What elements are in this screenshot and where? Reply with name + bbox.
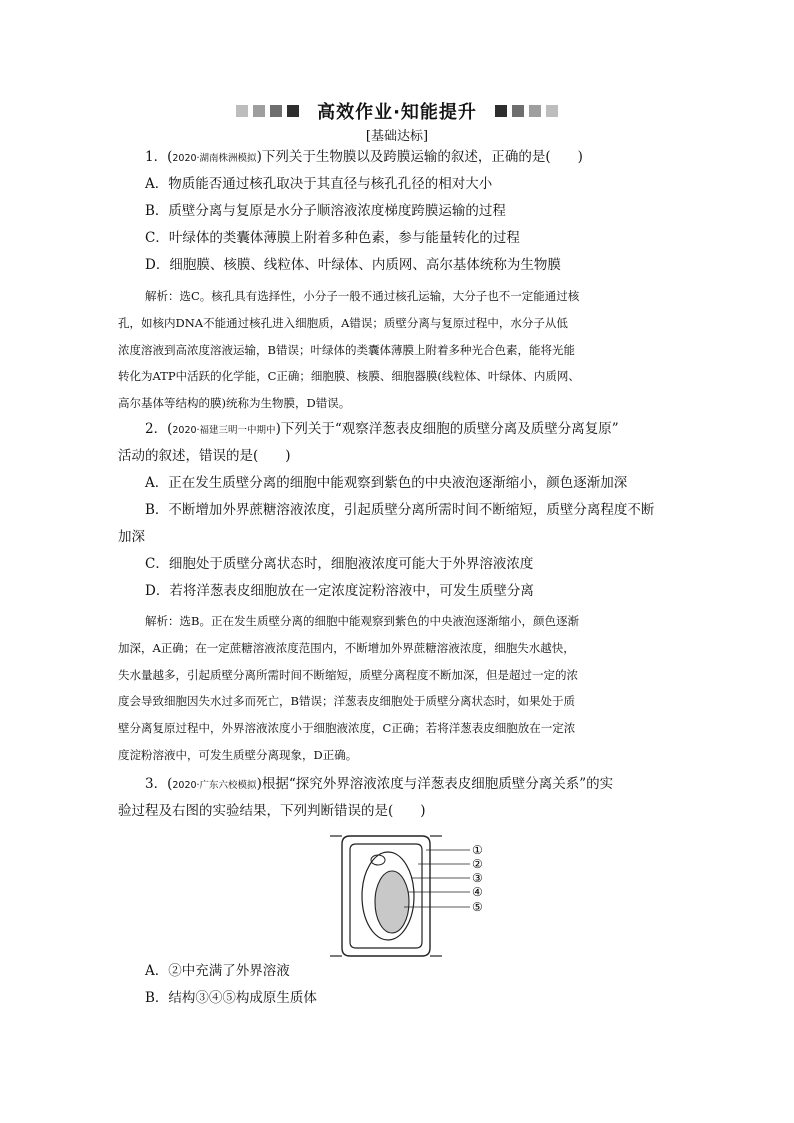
q1-explanation-line: 孔，如核内DNA不能通过核孔进入细胞质，A错误；质壁分离与复原过程中，水分子从低 — [118, 316, 568, 330]
deco-square — [287, 105, 299, 117]
deco-square — [546, 105, 558, 117]
deco-square — [253, 105, 265, 117]
q2-option-b-cont: 加深 — [118, 529, 145, 545]
figure-label: ③ — [472, 871, 483, 885]
q2-option-c: C．细胞处于质壁分离状态时，细胞液浓度可能大于外界溶液浓度 — [145, 556, 534, 572]
question-text: )下列关于生物膜以及跨膜运输的叙述，正确的是( ) — [256, 149, 583, 165]
deco-square — [270, 105, 282, 117]
question-source: 2020·广东六校模拟 — [172, 780, 257, 791]
q1-option-c: C．叶绿体的类囊体薄膜上附着多种色素，参与能量转化的过程 — [145, 230, 520, 246]
q2-explanation-line: 壁分离复原过程中，外界溶液浓度小于细胞液浓度，C正确；若将洋葱表皮细胞放在一定浓 — [118, 721, 576, 735]
question-text: )下列关于“观察洋葱表皮细胞的质壁分离及质壁分离复原” — [275, 421, 619, 437]
q1-option-d: D．细胞膜、核膜、线粒体、叶绿体、内质网、高尔基体统称为生物膜 — [145, 257, 561, 273]
deco-square — [495, 105, 507, 117]
section-heading: [基础达标] — [365, 129, 429, 144]
figure-label: ① — [472, 843, 483, 857]
q2-explanation-line: 加深，A正确；在一定蔗糖溶液浓度范围内，不断增加外界蔗糖溶液浓度，细胞失水越快， — [118, 641, 575, 655]
title-banner — [0, 98, 794, 124]
left-decoration — [236, 105, 299, 117]
q1-option-b: B．质壁分离与复原是水分子顺溶液浓度梯度跨膜运输的过程 — [145, 203, 506, 219]
figure-label: ⑤ — [472, 900, 483, 914]
q2-option-b: B．不断增加外界蔗糖溶液浓度，引起质壁分离所需时间不断缩短，质壁分离程度不断 — [145, 502, 655, 518]
q2-explanation-line: 度会导致细胞因失水过多而死亡，B错误；洋葱表皮细胞处于质壁分离状态时，如果处于质 — [118, 694, 575, 708]
deco-square — [512, 105, 524, 117]
q3-option-a: A．②中充满了外界溶液 — [145, 963, 290, 979]
q1-explanation-line: 高尔基体等结构的膜)统称为生物膜，D错误。 — [118, 396, 351, 410]
question-3-stem-cont: 验过程及右图的实验结果，下列判断错误的是( ) — [118, 803, 426, 819]
question-text: )根据“探究外界溶液浓度与洋葱表皮细胞质壁分离关系”的实 — [256, 776, 614, 792]
deco-square — [529, 105, 541, 117]
q2-option-d: D．若将洋葱表皮细胞放在一定浓度淀粉溶液中，可发生质壁分离 — [145, 583, 534, 599]
deco-square — [236, 105, 248, 117]
q2-explanation-line: 解析：选B。正在发生质壁分离的细胞中能观察到紫色的中央液泡逐渐缩小，颜色逐渐 — [145, 614, 579, 628]
q1-explanation-line: 解析：选C。核孔具有选择性，小分子一般不通过核孔运输，大分子也不一定能通过核 — [145, 289, 580, 303]
question-number: 2．( — [145, 421, 173, 437]
q1-option-a: A．物质能否通过核孔取决于其直径与核孔孔径的相对大小 — [145, 176, 493, 192]
question-source: 2020·湖南株洲模拟 — [172, 153, 257, 164]
plasmolysis-cell-diagram — [330, 828, 500, 958]
q1-explanation-line: 浓度溶液到高浓度溶液运输，B错误；叶绿体的类囊体薄膜上附着多种光合色素，能将光能 — [118, 343, 575, 357]
right-decoration — [495, 105, 558, 117]
question-2-stem — [145, 420, 619, 440]
q3-option-b: B．结构③④⑤构成原生质体 — [145, 990, 317, 1006]
q2-option-a: A．正在发生质壁分离的细胞中能观察到紫色的中央液泡逐渐缩小，颜色逐渐加深 — [145, 475, 628, 491]
question-source: 2020·福建三明一中期中 — [172, 425, 276, 436]
q2-explanation-line: 失水量越多，引起质壁分离所需时间不断缩短，质壁分离程度不断加深，但是超过一定的浓 — [118, 668, 578, 682]
q2-explanation-line: 度淀粉溶液中，可发生质壁分离现象，D正确。 — [118, 748, 358, 762]
figure-label: ④ — [472, 885, 483, 899]
question-3-stem — [145, 775, 613, 795]
question-number: 1．( — [145, 149, 173, 165]
page-title: 高效作业·知能提升 — [317, 102, 477, 123]
central-vacuole — [375, 871, 409, 933]
question-number: 3．( — [145, 776, 173, 792]
q1-explanation-line: 转化为ATP中活跃的化学能，C正确；细胞膜、核膜、细胞器膜(线粒体、叶绿体、内质网、 — [118, 369, 580, 383]
question-1-stem — [145, 148, 583, 168]
figure-label: ② — [472, 857, 483, 871]
question-2-stem-cont: 活动的叙述，错误的是( ) — [118, 448, 291, 464]
